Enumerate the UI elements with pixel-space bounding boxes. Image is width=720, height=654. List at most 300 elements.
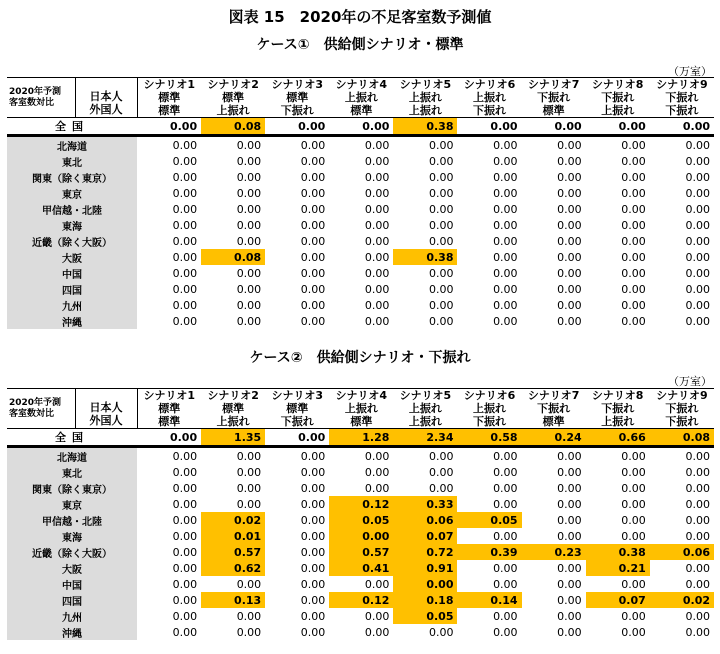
value-cell: 0.00 [364, 282, 390, 296]
scenario-name: シナリオ7 [522, 78, 586, 92]
value-cell: 0.18 [393, 592, 457, 608]
value-cell: 0.00 [236, 609, 262, 623]
scenario-foreign-level: 上振れ [216, 104, 250, 117]
value-cell: 0.02 [201, 512, 265, 528]
scenario-japanese-level: 上振れ [408, 402, 442, 415]
value-cell: 0.05 [393, 608, 457, 624]
value-cell: 0.00 [557, 513, 582, 527]
total-value-cell: 0.00 [586, 118, 650, 136]
value-cell: 0.00 [557, 561, 582, 575]
scenario-foreign-level: 標準 [158, 104, 181, 117]
value-cell: 0.00 [364, 186, 390, 200]
scenario-japanese-level: 標準 [222, 402, 245, 415]
value-cell: 0.00 [364, 465, 390, 479]
table-row [7, 217, 714, 233]
table-row [7, 313, 714, 329]
total-label: 全国 [7, 118, 137, 136]
value-cell: 0.12 [329, 592, 393, 608]
value-cell: 0.00 [300, 545, 326, 559]
value-cell: 0.00 [364, 298, 390, 312]
scenario-japanese-level: 上振れ [473, 402, 507, 415]
row-header-foreign: 外国人 [89, 103, 123, 116]
scenario-japanese-level: 標準 [158, 91, 181, 104]
value-cell: 0.00 [557, 577, 582, 591]
value-cell: 0.00 [364, 202, 390, 216]
total-value-cell: 0.58 [457, 429, 521, 447]
page-title: 図表 15 2020年の不足客室数予測値 [228, 8, 492, 26]
value-cell: 0.57 [201, 544, 265, 560]
value-cell: 0.00 [172, 282, 198, 296]
scenario-foreign-level: 上振れ [408, 415, 442, 428]
value-cell: 0.00 [236, 218, 262, 232]
region-label: 東海 [7, 528, 137, 544]
value-cell: 0.00 [172, 545, 198, 559]
row-header-foreign: 外国人 [89, 414, 123, 427]
case-1-title: ケース① 供給側シナリオ・標準 [256, 37, 464, 53]
case-2-title: ケース② 供給側シナリオ・下振れ [249, 350, 471, 366]
value-cell: 0.00 [557, 314, 582, 328]
value-cell: 0.00 [621, 282, 646, 296]
corner-label-1: 2020年予測 [9, 86, 62, 97]
scenario-name: シナリオ9 [650, 78, 714, 92]
scenario-name: シナリオ1 [137, 389, 201, 403]
value-cell: 0.00 [621, 202, 646, 216]
total-value-cell: 0.66 [586, 429, 650, 447]
value-cell: 0.00 [300, 465, 326, 479]
region-label: 九州 [7, 297, 137, 313]
scenario-foreign-level: 上振れ [601, 104, 635, 117]
scenario-foreign-level: 上振れ [216, 415, 250, 428]
value-cell: 0.00 [621, 513, 646, 527]
corner-header [7, 389, 75, 429]
region-label: 甲信越・北陸 [7, 512, 137, 528]
table-row [7, 480, 714, 496]
value-cell: 0.00 [557, 170, 582, 184]
scenario-name: シナリオ4 [329, 389, 393, 403]
region-label: 関東（除く東京） [7, 480, 137, 496]
total-row [7, 429, 714, 447]
value-cell: 0.01 [201, 528, 265, 544]
value-cell: 0.00 [493, 497, 518, 511]
value-cell: 0.00 [685, 218, 710, 232]
value-cell: 0.00 [685, 577, 710, 591]
scenario-name: シナリオ7 [522, 389, 586, 403]
scenario-name: シナリオ5 [393, 78, 457, 92]
value-cell: 0.00 [457, 447, 521, 465]
value-cell: 0.00 [522, 136, 586, 154]
value-cell: 0.00 [493, 266, 518, 280]
scenario-name: シナリオ9 [650, 389, 714, 403]
corner-header [7, 78, 75, 118]
table-row [7, 496, 714, 512]
value-cell: 0.00 [172, 481, 198, 495]
value-cell: 0.00 [493, 282, 518, 296]
region-label: 四国 [7, 281, 137, 297]
value-cell: 0.00 [685, 481, 710, 495]
value-cell: 0.00 [300, 218, 326, 232]
row-header-japanese: 日本人 [89, 90, 123, 103]
scenario-japanese-level: 上振れ [344, 91, 378, 104]
table-row [7, 528, 714, 544]
value-cell: 0.00 [685, 561, 710, 575]
value-cell: 0.00 [428, 186, 454, 200]
value-cell: 0.00 [172, 465, 198, 479]
value-cell: 0.07 [586, 592, 650, 608]
scenario-name: シナリオ6 [457, 389, 521, 403]
value-cell: 0.00 [557, 497, 582, 511]
table-row [7, 233, 714, 249]
corner-label-2: 客室数対比 [9, 97, 55, 108]
scenario-name: シナリオ8 [586, 78, 650, 92]
scenario-japanese-level: 下振れ [537, 402, 571, 415]
value-cell: 0.00 [493, 465, 518, 479]
value-cell: 0.00 [172, 154, 198, 168]
value-cell: 0.00 [685, 314, 710, 328]
row-header [75, 78, 137, 118]
value-cell: 0.00 [685, 202, 710, 216]
scenario-foreign-level: 下振れ [665, 415, 699, 428]
value-cell: 0.00 [364, 266, 390, 280]
scenario-name: シナリオ3 [265, 389, 329, 403]
value-cell: 0.00 [364, 234, 390, 248]
value-cell: 0.00 [557, 529, 582, 543]
value-cell: 0.00 [300, 561, 326, 575]
value-cell: 0.00 [201, 136, 265, 154]
value-cell: 0.00 [428, 282, 454, 296]
region-label: 大阪 [7, 249, 137, 265]
value-cell: 0.05 [329, 512, 393, 528]
value-cell: 0.00 [493, 298, 518, 312]
value-cell: 0.00 [621, 465, 646, 479]
value-cell: 0.00 [393, 447, 457, 465]
value-cell: 0.00 [428, 266, 454, 280]
value-cell: 0.00 [172, 561, 198, 575]
region-label: 関東（除く東京） [7, 169, 137, 185]
header-row [7, 389, 714, 403]
table-row [7, 185, 714, 201]
total-value-cell: 0.24 [522, 429, 586, 447]
value-cell: 0.00 [557, 593, 582, 607]
region-label: 東海 [7, 217, 137, 233]
value-cell: 0.00 [300, 170, 326, 184]
value-cell: 0.00 [493, 186, 518, 200]
table-row [7, 201, 714, 217]
value-cell: 0.00 [236, 625, 262, 639]
total-value-cell: 0.00 [522, 118, 586, 136]
row-header-japanese: 日本人 [89, 401, 123, 414]
value-cell: 0.00 [172, 234, 198, 248]
value-cell: 0.06 [393, 512, 457, 528]
table-row [7, 464, 714, 480]
value-cell: 0.00 [137, 136, 201, 154]
scenario-name: シナリオ2 [201, 78, 265, 92]
value-cell: 0.00 [621, 186, 646, 200]
region-label: 東京 [7, 496, 137, 512]
value-cell: 0.00 [428, 625, 454, 639]
region-label: 四国 [7, 592, 137, 608]
value-cell: 0.00 [685, 465, 710, 479]
scenario-name: シナリオ1 [137, 78, 201, 92]
value-cell: 0.00 [364, 170, 390, 184]
value-cell: 0.00 [621, 218, 646, 232]
scenario-foreign-level: 下振れ [280, 415, 314, 428]
value-cell: 0.00 [300, 154, 326, 168]
region-label: 中国 [7, 265, 137, 281]
value-cell: 0.00 [300, 202, 326, 216]
scenario-name: シナリオ8 [586, 389, 650, 403]
scenario-japanese-level: 下振れ [601, 402, 635, 415]
value-cell: 0.00 [493, 234, 518, 248]
region-label: 甲信越・北陸 [7, 201, 137, 217]
value-cell: 0.00 [172, 609, 198, 623]
value-cell: 0.07 [393, 528, 457, 544]
value-cell: 0.00 [300, 481, 326, 495]
scenario-name: シナリオ2 [201, 389, 265, 403]
value-cell: 0.00 [364, 577, 390, 591]
scenario-japanese-level: 下振れ [665, 91, 699, 104]
value-cell: 0.00 [621, 234, 646, 248]
value-cell: 0.00 [621, 577, 646, 591]
total-row [7, 118, 714, 136]
value-cell: 0.00 [428, 314, 454, 328]
total-value-cell: 2.34 [393, 429, 457, 447]
table-row [7, 153, 714, 169]
value-cell: 0.00 [300, 513, 326, 527]
value-cell: 0.00 [557, 481, 582, 495]
value-cell: 0.00 [685, 250, 710, 264]
value-cell: 0.00 [300, 250, 326, 264]
value-cell: 0.00 [621, 529, 646, 543]
value-cell: 0.00 [236, 154, 262, 168]
scenario-japanese-level: 標準 [286, 402, 309, 415]
value-cell: 0.00 [650, 447, 714, 465]
total-value-cell: 0.38 [393, 118, 457, 136]
value-cell: 0.00 [236, 298, 262, 312]
value-cell: 0.00 [300, 625, 326, 639]
table-row [7, 624, 714, 640]
value-cell: 0.00 [172, 250, 198, 264]
value-cell: 0.41 [329, 560, 393, 576]
scenario-name: シナリオ6 [457, 78, 521, 92]
value-cell: 0.00 [493, 481, 518, 495]
value-cell: 0.00 [364, 609, 390, 623]
region-label: 北海道 [7, 136, 137, 154]
value-cell: 0.00 [172, 202, 198, 216]
value-cell: 0.00 [685, 234, 710, 248]
value-cell: 0.00 [621, 298, 646, 312]
total-value-cell: 0.00 [329, 118, 393, 136]
value-cell: 0.00 [685, 282, 710, 296]
value-cell: 0.00 [172, 298, 198, 312]
scenario-japanese-level: 下振れ [537, 91, 571, 104]
row-header [75, 389, 137, 429]
value-cell: 0.00 [236, 266, 262, 280]
region-label: 九州 [7, 608, 137, 624]
value-cell: 0.00 [557, 609, 582, 623]
table-row [7, 169, 714, 185]
total-value-cell: 1.28 [329, 429, 393, 447]
scenario-japanese-level: 標準 [158, 402, 181, 415]
value-cell: 0.00 [557, 282, 582, 296]
value-cell: 0.00 [300, 593, 326, 607]
region-label: 北海道 [7, 447, 137, 465]
value-cell: 0.00 [172, 314, 198, 328]
value-cell: 0.91 [393, 560, 457, 576]
scenario-foreign-level: 標準 [158, 415, 181, 428]
value-cell: 0.00 [364, 481, 390, 495]
value-cell: 0.00 [364, 218, 390, 232]
value-cell: 0.00 [557, 250, 582, 264]
value-cell: 0.00 [650, 136, 714, 154]
scenario-foreign-level: 上振れ [408, 104, 442, 117]
value-cell: 0.00 [172, 218, 198, 232]
scenario-foreign-level: 標準 [542, 415, 565, 428]
value-cell: 0.00 [557, 202, 582, 216]
value-cell: 0.00 [300, 186, 326, 200]
scenario-japanese-level: 上振れ [408, 91, 442, 104]
value-cell: 0.05 [457, 512, 521, 528]
scenario-name: シナリオ3 [265, 78, 329, 92]
value-cell: 0.00 [329, 136, 393, 154]
value-cell: 0.00 [236, 577, 262, 591]
value-cell: 0.00 [137, 447, 201, 465]
value-cell: 0.00 [557, 465, 582, 479]
value-cell: 0.38 [586, 544, 650, 560]
value-cell: 0.00 [428, 234, 454, 248]
value-cell: 0.00 [685, 513, 710, 527]
value-cell: 0.00 [172, 593, 198, 607]
scenario-foreign-level: 下振れ [473, 415, 507, 428]
value-cell: 0.00 [364, 250, 390, 264]
value-cell: 0.00 [493, 154, 518, 168]
unit-label-2: （万室） [668, 375, 712, 388]
value-cell: 0.00 [586, 136, 650, 154]
value-cell: 0.00 [621, 497, 646, 511]
value-cell: 0.00 [236, 465, 262, 479]
value-cell: 0.06 [650, 544, 714, 560]
value-cell: 0.00 [172, 529, 198, 543]
value-cell: 0.00 [428, 154, 454, 168]
value-cell: 0.00 [685, 170, 710, 184]
value-cell: 0.00 [364, 314, 390, 328]
value-cell: 0.00 [201, 447, 265, 465]
value-cell: 0.00 [685, 497, 710, 511]
value-cell: 0.00 [329, 528, 393, 544]
value-cell: 0.62 [201, 560, 265, 576]
value-cell: 0.00 [685, 625, 710, 639]
value-cell: 0.00 [493, 250, 518, 264]
scenario-japanese-level: 上振れ [473, 91, 507, 104]
table-row [7, 576, 714, 592]
value-cell: 0.00 [557, 266, 582, 280]
value-cell: 0.00 [685, 298, 710, 312]
table-row [7, 608, 714, 624]
scenario-foreign-level: 下振れ [473, 104, 507, 117]
value-cell: 0.00 [393, 136, 457, 154]
table-row [7, 281, 714, 297]
table-row [7, 544, 714, 560]
value-cell: 0.00 [493, 314, 518, 328]
table-row [7, 265, 714, 281]
value-cell: 0.00 [621, 481, 646, 495]
corner-label-2: 客室数対比 [9, 408, 55, 419]
value-cell: 0.00 [265, 447, 329, 465]
value-cell: 0.00 [236, 481, 262, 495]
total-value-cell: 1.35 [201, 429, 265, 447]
value-cell: 0.00 [493, 625, 518, 639]
region-label: 東京 [7, 185, 137, 201]
region-label: 中国 [7, 576, 137, 592]
region-label: 大阪 [7, 560, 137, 576]
total-value-cell: 0.08 [201, 118, 265, 136]
header-row [7, 78, 714, 92]
value-cell: 0.00 [621, 250, 646, 264]
value-cell: 0.00 [428, 465, 454, 479]
scenario-foreign-level: 標準 [542, 104, 565, 117]
value-cell: 0.00 [428, 170, 454, 184]
value-cell: 0.00 [300, 609, 326, 623]
value-cell: 0.33 [393, 496, 457, 512]
value-cell: 0.00 [172, 497, 198, 511]
total-value-cell: 0.00 [265, 429, 329, 447]
value-cell: 0.00 [685, 154, 710, 168]
value-cell: 0.00 [428, 218, 454, 232]
value-cell: 0.00 [329, 447, 393, 465]
table-row [7, 249, 714, 265]
value-cell: 0.57 [329, 544, 393, 560]
value-cell: 0.00 [236, 186, 262, 200]
value-cell: 0.39 [457, 544, 521, 560]
value-cell: 0.00 [300, 266, 326, 280]
value-cell: 0.00 [172, 170, 198, 184]
value-cell: 0.00 [621, 609, 646, 623]
table-row [7, 447, 714, 465]
value-cell: 0.00 [300, 529, 326, 543]
value-cell: 0.00 [621, 314, 646, 328]
value-cell: 0.00 [557, 154, 582, 168]
value-cell: 0.00 [557, 186, 582, 200]
unit-label-1: （万室） [668, 65, 712, 78]
value-cell: 0.00 [493, 202, 518, 216]
value-cell: 0.00 [522, 447, 586, 465]
value-cell: 0.00 [621, 170, 646, 184]
value-cell: 0.00 [493, 609, 518, 623]
value-cell: 0.00 [493, 577, 518, 591]
value-cell: 0.00 [300, 234, 326, 248]
case-2-table [7, 388, 714, 640]
scenario-foreign-level: 下振れ [280, 104, 314, 117]
value-cell: 0.00 [300, 314, 326, 328]
value-cell: 0.00 [300, 282, 326, 296]
value-cell: 0.00 [457, 136, 521, 154]
value-cell: 0.00 [300, 298, 326, 312]
value-cell: 0.00 [428, 202, 454, 216]
value-cell: 0.00 [621, 266, 646, 280]
scenario-japanese-level: 標準 [222, 91, 245, 104]
total-value-cell: 0.08 [650, 429, 714, 447]
value-cell: 0.00 [586, 447, 650, 465]
table-row [7, 512, 714, 528]
value-cell: 0.00 [364, 625, 390, 639]
value-cell: 0.00 [557, 218, 582, 232]
region-label: 沖縄 [7, 624, 137, 640]
value-cell: 0.00 [300, 497, 326, 511]
value-cell: 0.08 [201, 249, 265, 265]
value-cell: 0.00 [621, 625, 646, 639]
value-cell: 0.00 [172, 513, 198, 527]
table-row [7, 560, 714, 576]
scenario-foreign-level: 上振れ [601, 415, 635, 428]
